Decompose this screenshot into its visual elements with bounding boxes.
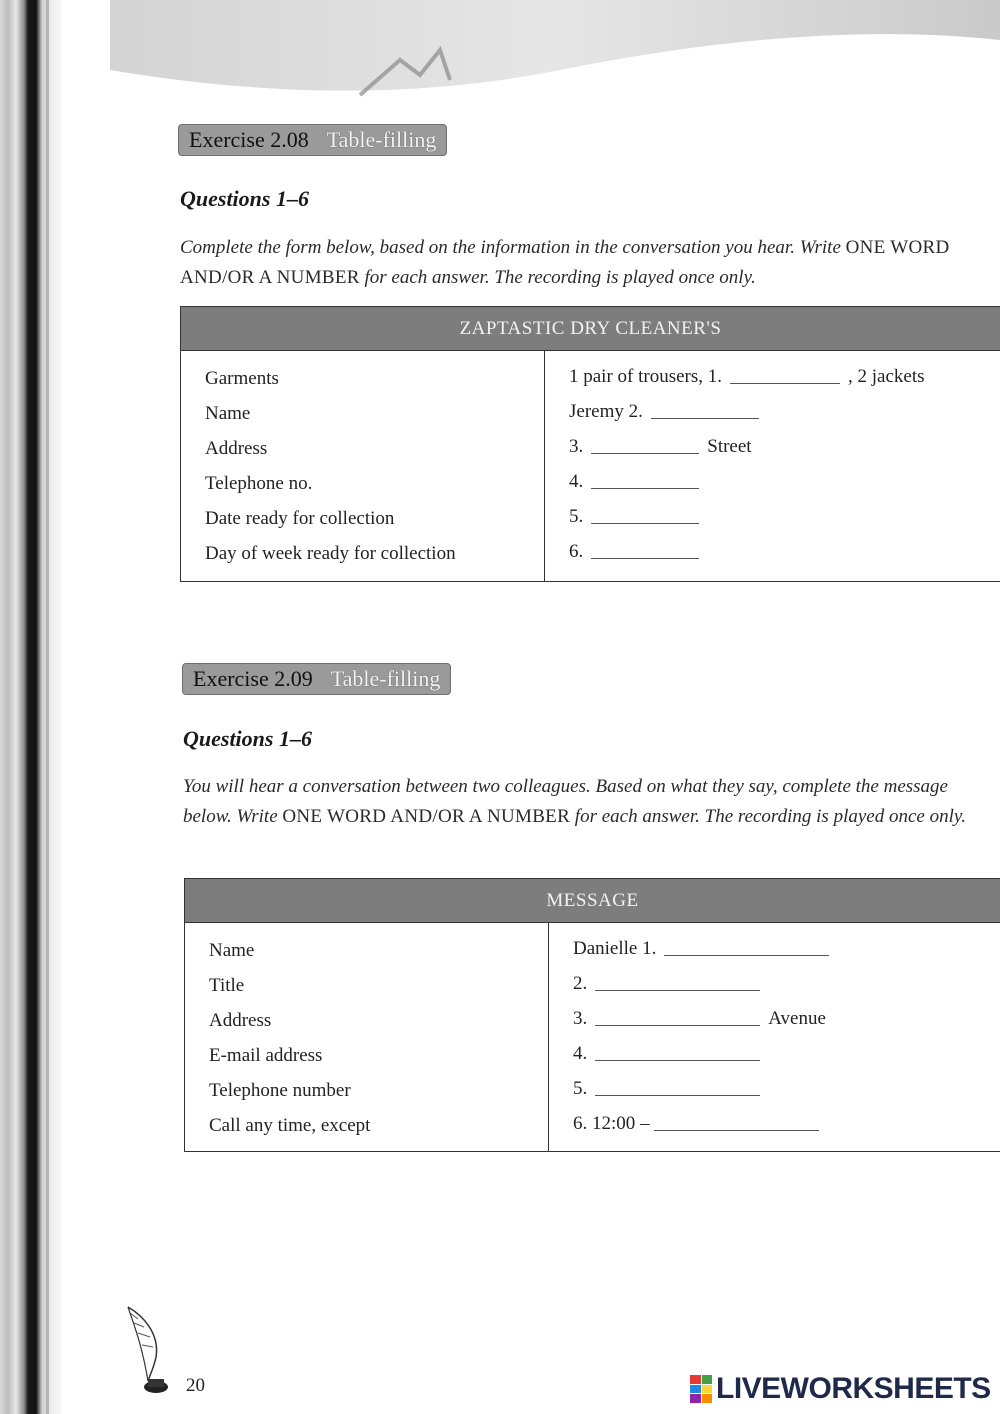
answer-blank-3[interactable] <box>595 1025 760 1026</box>
answer-blank-5[interactable] <box>595 1095 760 1096</box>
answer-column <box>549 923 837 1151</box>
message-table <box>184 878 1000 1152</box>
row-label: Date ready for collection <box>205 507 395 529</box>
page-number: 20 <box>186 1375 205 1396</box>
row-label: Name <box>205 402 251 424</box>
answer-prefix: Danielle 1. <box>573 937 657 959</box>
answer-blank-6[interactable] <box>591 558 699 559</box>
liveworksheets-cube-icon <box>690 1375 712 1403</box>
row-label: Address <box>205 437 268 459</box>
answer-prefix: 5. <box>573 1077 588 1099</box>
answer-prefix: 1 pair of trousers, 1. <box>569 365 723 387</box>
answer-blank-2[interactable] <box>651 418 759 419</box>
label-column <box>181 351 545 581</box>
answer-suffix: , 2 jackets <box>848 365 925 387</box>
header-decoration <box>110 0 1000 100</box>
exercise-tag <box>182 663 451 695</box>
answer-row <box>569 359 925 394</box>
answer-prefix: 4. <box>569 470 584 492</box>
answer-prefix: 2. <box>573 972 588 994</box>
answer-prefix: 3. <box>573 1007 588 1029</box>
answer-prefix: Jeremy 2. <box>569 400 643 422</box>
row-label: Telephone no. <box>205 472 313 494</box>
label-column <box>185 923 549 1151</box>
table-title: ZAPTASTIC DRY CLEANER'S <box>181 307 1000 351</box>
answer-blank-1[interactable] <box>664 955 829 956</box>
answer-blank-2[interactable] <box>595 990 760 991</box>
answer-prefix: 4. <box>573 1042 588 1064</box>
exercise-number: Exercise 2.08 <box>189 127 309 152</box>
instruction-emphasis: ONE WORD AND/OR A NUMBER <box>282 806 571 827</box>
quill-icon <box>120 1305 180 1395</box>
answer-row <box>573 1106 837 1141</box>
row-label: Day of week ready for collection <box>205 542 456 564</box>
answer-prefix: 6. <box>569 540 584 562</box>
answer-blank-5[interactable] <box>591 523 699 524</box>
answer-row <box>573 1001 837 1036</box>
form-table <box>180 306 1000 582</box>
answer-row <box>569 464 925 499</box>
liveworksheets-watermark[interactable] <box>690 1372 991 1406</box>
answer-column <box>545 351 925 581</box>
questions-heading: Questions 1–6 <box>180 186 309 211</box>
answer-row <box>569 429 925 464</box>
instruction-text: You will hear a conversation between two colleagues. Based on what they say, complete the message below. Write <box>183 776 948 827</box>
answer-blank-1[interactable] <box>730 383 840 384</box>
watermark-text: LIVEWORKSHEETS <box>716 1372 991 1405</box>
answer-prefix: 3. <box>569 435 584 457</box>
answer-row <box>569 394 925 429</box>
answer-prefix: 6. 12:00 – <box>573 1112 650 1134</box>
answer-blank-4[interactable] <box>591 488 699 489</box>
exercise-type: Table-filling <box>326 127 437 152</box>
answer-row <box>573 1036 837 1071</box>
answer-prefix: 5. <box>569 505 584 527</box>
questions-heading: Questions 1–6 <box>183 726 312 751</box>
answer-suffix: Street <box>707 435 752 457</box>
answer-row <box>573 1071 837 1106</box>
page-binding-edge <box>0 0 62 1414</box>
instruction-text: Complete the form below, based on the information in the conversation you hear. Write <box>180 237 846 258</box>
answer-row <box>569 534 925 569</box>
row-label: Call any time, except <box>209 1114 371 1136</box>
instructions <box>183 772 983 832</box>
answer-blank-4[interactable] <box>595 1060 760 1061</box>
row-label: Title <box>209 974 245 996</box>
instruction-emphasis: ONE WORD AND/OR A NUMBER <box>180 237 950 288</box>
answer-suffix: Avenue <box>768 1007 826 1029</box>
answer-row <box>573 966 837 1001</box>
instructions <box>180 233 980 293</box>
row-label: Address <box>209 1009 272 1031</box>
exercise-tag <box>178 124 447 156</box>
answer-blank-3[interactable] <box>591 453 699 454</box>
row-label: Name <box>209 939 255 961</box>
table-title: MESSAGE <box>185 879 1000 923</box>
instruction-text: for each answer. The recording is played once only. <box>359 267 756 288</box>
answer-row <box>573 931 837 966</box>
row-label: Telephone number <box>209 1079 351 1101</box>
row-label: Garments <box>205 367 279 389</box>
row-label: E-mail address <box>209 1044 323 1066</box>
instruction-text: for each answer. The recording is played once only. <box>570 806 966 827</box>
exercise-type: Table-filling <box>330 666 441 691</box>
answer-row <box>569 499 925 534</box>
answer-blank-6[interactable] <box>654 1130 819 1131</box>
exercise-number: Exercise 2.09 <box>193 666 313 691</box>
